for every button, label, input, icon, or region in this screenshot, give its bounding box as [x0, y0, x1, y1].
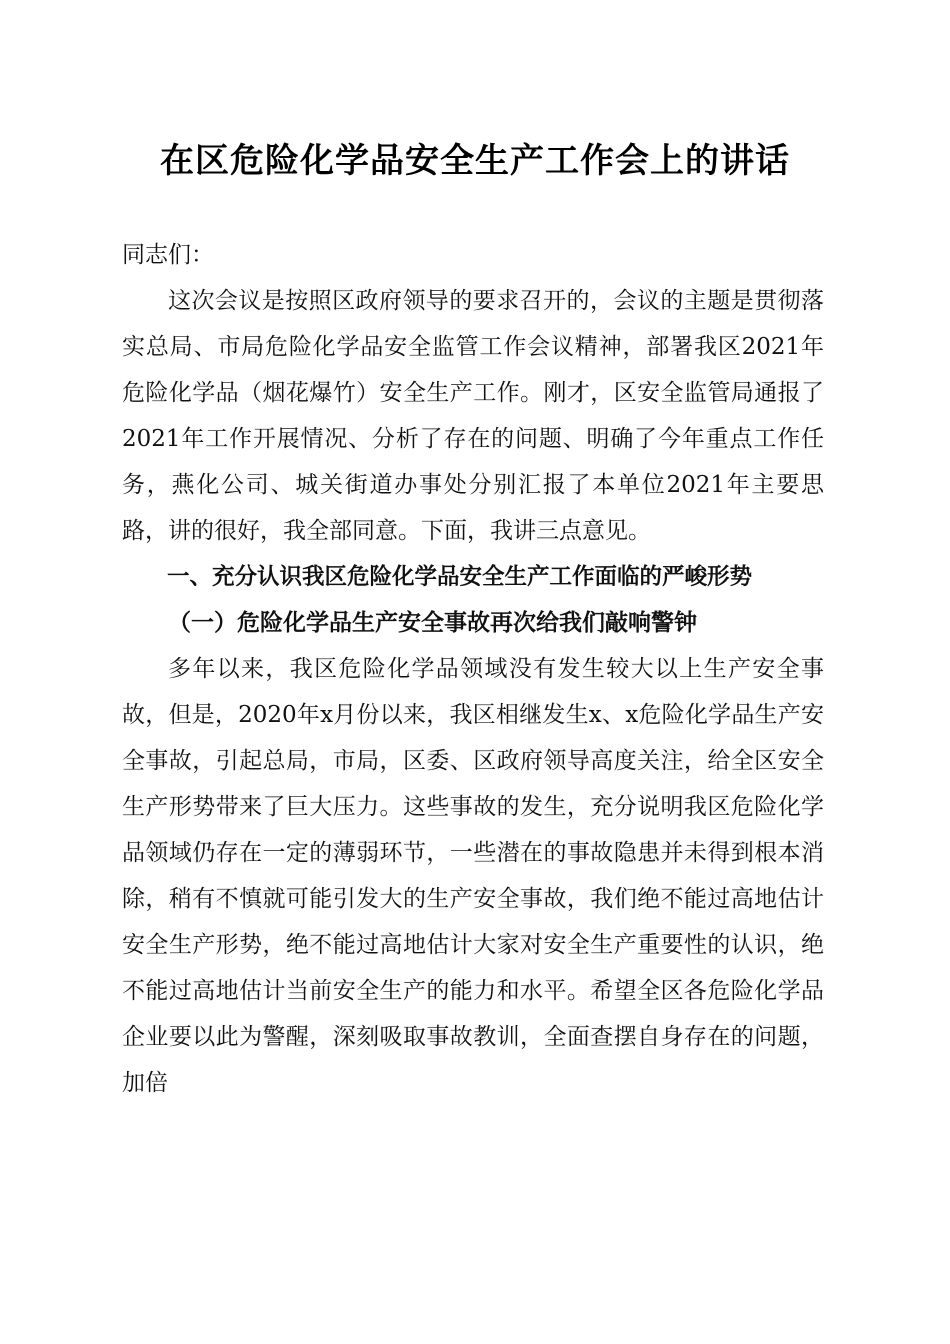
document-body — [122, 232, 824, 1106]
document-title: 在区危险化学品安全生产工作会上的讲话 — [160, 141, 790, 181]
intro-paragraph: 这次会议是按照区政府领导的要求召开的，会议的主题是贯彻落实总局、市局危险化学品安全监管工作会议精神，部署我区2021年危险化学品（烟花爆竹）安全生产工作。刚才，区安全监管局通报了2021年工作开展情况、分析了存在的问题、明确了今年重点工作任务，燕化公司、城关街道办事处分别汇报了本单位2021年主要思路，讲的很好，我全部同意。下面，我讲三点意见。 — [122, 288, 824, 544]
body-paragraph-1: 多年以来，我区危险化学品领域没有发生较大以上生产安全事故，但是，2020年x月份以来，我区相继发生x、x危险化学品生产安全事故，引起总局，市局，区委、区政府领导高度关注，给全区安全生产形势带来了巨大压力。这些事故的发生，充分说明我区危险化学品领域仍存在一定的薄弱环节，一些潜在的事故隐患并未得到根本消除，稍有不慎就可能引发大的生产安全事故，我们绝不能过高地估计安全生产形势，绝不能过高地估计大家对安全生产重要性的认识，绝不能过高地估计当前安全生产的能力和水平。希望全区各危险化学品企业要以此为警醒，深刻吸取事故教训，全面查摆自身存在的问题，加倍 — [122, 656, 824, 1096]
salutation: 同志们： — [122, 242, 214, 268]
section-heading-1: 一、充分认识我区危险化学品安全生产工作面临的严峻形势 — [167, 564, 753, 590]
subsection-heading-1: （一）危险化学品生产安全事故再次给我们敲响警钟 — [168, 610, 697, 636]
